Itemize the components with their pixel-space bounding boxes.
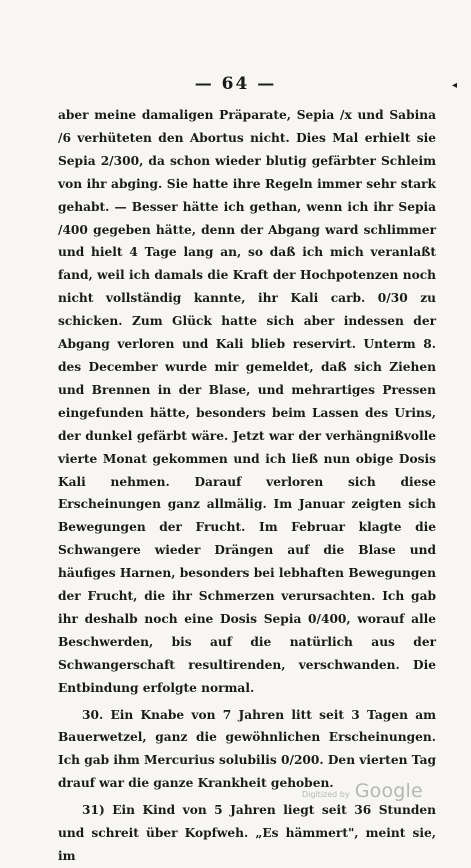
- page-edge-mark-icon: ◂: [452, 80, 458, 91]
- google-logo: Google: [354, 780, 423, 802]
- digitized-by-google-watermark: [302, 780, 423, 802]
- paragraph-case-30: 30. Ein Knabe von 7 Jahren litt seit 3 Tagen am Bauerwetzel, ganz die gewöhnlichen Erscheinungen. Ich gab ihm Mercurius solubilis 0/200. Den vierten Tag drauf war die ganze Krankheit gehoben.: [58, 707, 436, 791]
- paragraph-continued: aber meine damaligen Präparate, Sepia /x und Sabina /6 verhüteten den Abortus nicht. Dies Mal erhielt sie Sepia 2/300, da schon wieder blutig gefärbter Schleim von ihr abging. Sie hatte ihre Regeln immer sehr stark gehabt. — Besser hätte ich gethan, wenn ich ihr Sepia /400 gegeben hätte, denn der Abgang ward schlimmer und hielt 4 Tage lang an, so daß ich mich veranlaßt fand, weil ich damals die Kraft der Hochpotenzen noch nicht vollständig kannte, ihr Kali carb. 0/30 zu schicken. Zum Glück hatte sich aber indessen der Abgang verloren und Kali blieb reservirt. Unterm 8. des December wurde mir gemeldet, daß sich Ziehen und Brennen in der Blase, und mehrartiges Pressen eingefunden hätte, besonders beim Lassen des Urins, der dunkel gefärbt wäre. Jetzt war der verhängnißvolle vierte Monat gekommen und ich ließ nun obige Dosis Kali nehmen. Darauf verloren sich diese Erscheinungen ganz allmälig. Im Januar zeigten sich Bewegungen der Frucht. Im Februar klagte die Schwangere wieder Drängen auf die Blase und häufiges Harnen, besonders bei lebhaften Bewegungen der Frucht, die ihr Schmerzen verursachten. Ich gab ihr deshalb noch eine Dosis Sepia 0/400, worauf alle Beschwerden, bis auf die natürlich aus der Schwangerschaft resultirenden, verschwanden. Die Entbindung erfolgte normal.: [58, 108, 436, 695]
- body-text: [58, 104, 436, 868]
- watermark-prefix: Digitized by: [302, 790, 350, 799]
- page-number: — 64 —: [194, 74, 277, 94]
- paragraph-case-31: 31) Ein Kind von 5 Jahren liegt seit 36 Stunden und schreit über Kopfweh. „Es hämmert", meint sie, im: [58, 803, 436, 863]
